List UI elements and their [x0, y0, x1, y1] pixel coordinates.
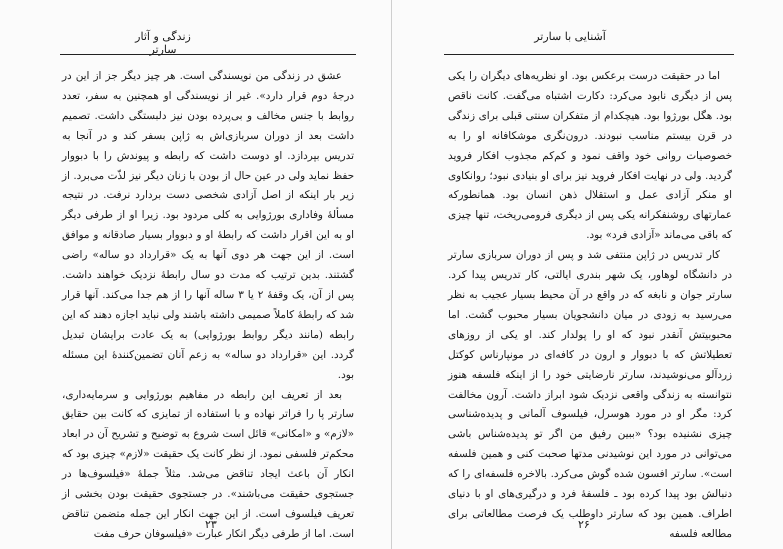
right-paragraph-1: اما در حقیقت درست برعکس بود. او نظریه‌های دیگران را یکی پس از دیگری نابود می‌کرد: دکارت اشتباه می‌گفت. کانت ناقص بود. هگل بورژوا بود. هیچکدام از متفکران سنتی قبلی برای زندگی در قرن بیستم مناسب نبودند. درون‌نگری موشکافانه او را به خصوصیات روانی خود واقف نمود و کم‌کم مجذوب افکار فروید گردید. ولی در نهایت افکار فروید نیز برای او بنیادی نبود؛ روانکاوی او منکر آزادی عمل و استقلال ذهن انسان بود. همانطورکه عمارتهای روشنفکرانه یکی پس از دیگری فرومی‌ریخت، تنها چیزی که باقی می‌ماند «آزادی فرد» بود. [448, 70, 732, 242]
left-paragraph-1: عشق در زندگی من نویسندگی است. هر چیز دیگر جز از این در درجهٔ دوم قرار دارد». غیر از نویسندگی او همچنین به سفر، تعدد روابط با جنس مخالف و بی‌پرده بودن نیز دلبستگی داشت. تصمیم داشت بعد از دوران سربازی‌اش به ژاپن بسفر کند و در آنجا به تدریس بپردازد. او دوست داشت که رابطه و پیوندش را با دبووار حفظ نماید ولی در عین حال از بودن با زنان دیگر نیز لذّت می‌برد. از زیر بار اینکه از اصل آزادی شخصی دست بردارد نرفت. در نتیجه مسألهٔ وفاداری بورژوایی به کلی مردود بود. زیرا او از طرفی دیگر او به این اقرار داشت که رابطهٔ او و دبووار بسیار صادقانه و موافق است. از این جهت هر دوی آنها به یک «قرارداد دو ساله» راضی گشتند. بدین ترتیب که مدت دو سال رابطهٔ نزدیک خواهند داشت. پس از آن، یک وقفهٔ ۲ یا ۳ ساله آنها را از هم جدا می‌کند. آنها قرار شد که رابطهٔ کاملاً صمیمی داشته باشند ولی نباید اجازه دهند که این رابطه (مانند دیگر روابط بورژوایی) به یک عادت برایشان تبدیل گردد. این «قرارداد دو ساله» به زعم آنان تضمین‌کنندهٔ این مسئله بود. [62, 70, 354, 381]
right-running-header: آشنایی با سارتر [534, 30, 606, 43]
left-running-header: زندگی و آثار سارتر [135, 30, 191, 56]
left-header-rule [60, 54, 356, 55]
left-page-body [62, 67, 354, 545]
right-page-body [448, 67, 732, 545]
right-page-number: ۲۶ [578, 518, 590, 531]
right-page [392, 0, 783, 549]
right-header-rule [444, 54, 734, 55]
left-page-number: ۲۳ [205, 518, 217, 531]
left-paragraph-2: بعد از تعریف این رابطه در مفاهیم بورژوایی و سرمایه‌داری، سارتر پا را فراتر نهاده و با استفاده از تمایزی که کانت بین حقایق «لازم» و «امکانی» قائل است شروع به توضیح و تشریح آن در ابعاد محکم‌تر فلسفی نمود. از نظر کانت یک حقیقت «لازم» چیزی بود که انکار آن باعث ایجاد تناقض می‌شد. مثلاً جملهٔ «فیلسوف‌ها در جستجوی حقیقت می‌باشند». در جستجوی حقیقت بودن بخشی از تعریف فیلسوف است. از این جهت انکار این جمله متضمن تناقض است. اما از طرفی دیگر انکار عبارت «فیلسوفان حرف مفت [62, 388, 354, 540]
right-paragraph-2: کار تدریس در ژاپن منتفی شد و پس از دوران سربازی سارتر در دانشگاه لوهاور، یک شهر بندری ایالتی، کار تدریس پیدا کرد. سارتر جوان و نابغه که در واقع در آن محیط بسیار عجیب به نظر می‌رسید به زودی در میان دانشجویان بسیار محبوب گشت. اما محبوبیتش آنقدر نبود که او را پولدار کند. او یکی از روزهای تعطیلاتش که با دبووار و ارون در کافه‌ای در مونپارناس کوکتل زردآلو می‌نوشیدند، سارتر نارضایتی خود را از اینکه فلسفه هنوز نتوانسته به زندگی واقعی نزدیک شود ابراز داشت. آرون مخالفت کرد: مگر او در مورد هوسرل، فیلسوف آلمانی و پدیده‌شناسی چیزی نشنیده بود؟ «ببین رفیق من اگر تو پدیده‌شناس باشی می‌توانی در مورد این نوشیدنی مدتها صحبت کنی و همین فلسفه است». سارتر افسون شده گوش می‌کرد. بالاخره فلسفه‌ای را که دنبالش بود پیدا کرده بود ـ فلسفهٔ فرد و درگیری‌های او با دنیای اطراف. همین بود که سارتر داوطلب یک فرصت مطالعاتی برای مطالعه فلسفه [448, 249, 732, 540]
